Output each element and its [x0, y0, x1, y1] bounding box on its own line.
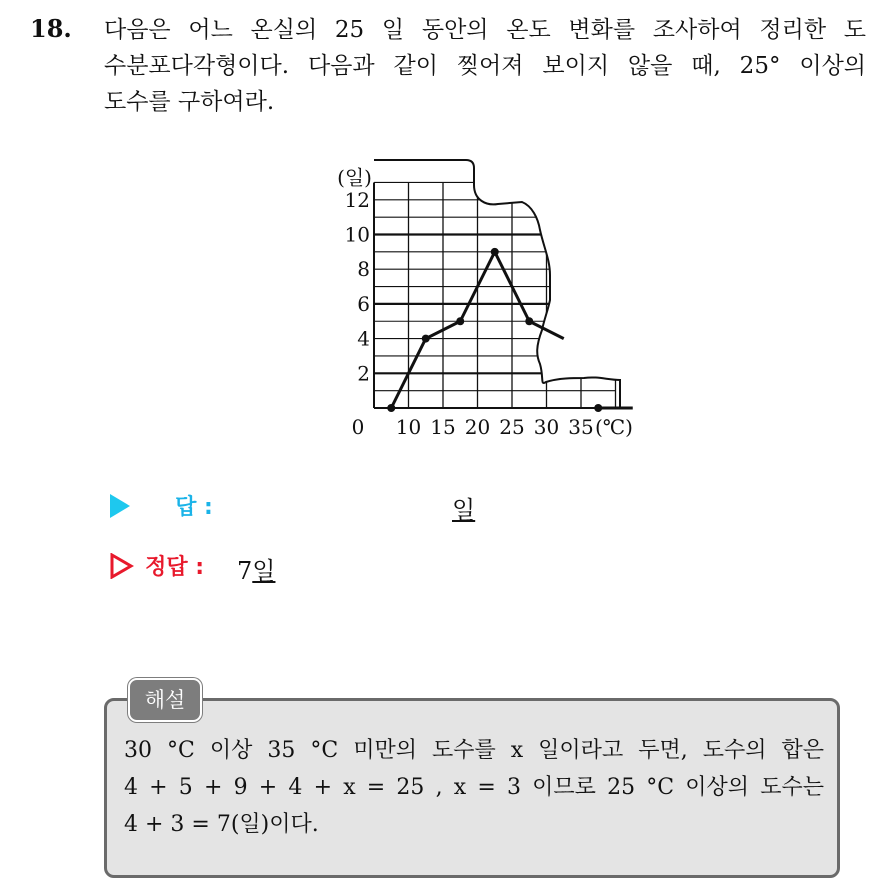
- frequency-polygon-chart: [318, 150, 648, 450]
- explanation-line-3: 4 + 3 = 7(일)이다.: [124, 812, 319, 837]
- answer-blank: 일: [452, 496, 476, 524]
- y-axis-label: (일): [337, 165, 372, 190]
- origin-label: 0: [351, 415, 365, 439]
- y-tick-label: 4: [357, 326, 370, 351]
- x-axis-label: (℃): [595, 415, 633, 439]
- question-line-2: 수분포다각형이다. 다음과 같이 찢어져 보이지 않을 때, 25° 이상의: [104, 53, 866, 79]
- question-text: [104, 12, 866, 120]
- explanation-text: [124, 732, 824, 843]
- data-point: [594, 404, 602, 412]
- data-point: [525, 317, 533, 325]
- x-tick-label: 10: [395, 415, 422, 439]
- answer-row: [110, 490, 213, 521]
- y-tick-label: 6: [357, 291, 370, 316]
- explanation-line-2: 4 + 5 + 9 + 4 + x = 25 , x = 3 이므로 25 °C 이상의 도수는: [124, 775, 824, 800]
- x-tick-label: 25: [499, 415, 525, 439]
- data-point: [456, 317, 464, 325]
- outline-triangle-icon: [110, 553, 134, 579]
- x-tick-label: 15: [430, 415, 456, 439]
- question-line-3: 도수를 구하여라.: [104, 89, 275, 115]
- y-tick-label: 10: [344, 222, 370, 247]
- y-tick-label: 8: [357, 257, 370, 282]
- question-number: 18.: [30, 14, 72, 43]
- y-tick-label: 12: [344, 187, 370, 212]
- question-line-1: 다음은 어느 온실의 25 일 동안의 온도 변화를 조사하여 정리한 도: [104, 17, 866, 43]
- x-tick-label: 35: [568, 415, 594, 439]
- y-tick-label: 2: [357, 361, 370, 386]
- answer-label: 답 :: [175, 495, 213, 520]
- correct-unit: 일: [252, 557, 276, 585]
- correct-answer-value: [237, 551, 275, 586]
- x-tick-label: 20: [464, 415, 491, 439]
- filled-triangle-icon: [110, 494, 130, 518]
- correct-number: 7: [237, 557, 253, 585]
- series-line: [529, 321, 564, 338]
- series-line: [391, 252, 529, 408]
- correct-answer-label: 정답 :: [145, 555, 205, 580]
- data-point: [422, 335, 430, 343]
- explanation-line-1: 30 °C 이상 35 °C 미만의 도수를 x 일이라고 두면, 도수의 합은: [124, 738, 824, 763]
- correct-answer-row: [110, 550, 204, 581]
- grid: [374, 182, 616, 408]
- data-point: [387, 404, 395, 412]
- data-point: [491, 248, 499, 256]
- explanation-tag: 해설: [128, 678, 202, 722]
- x-tick-label: 30: [533, 415, 560, 439]
